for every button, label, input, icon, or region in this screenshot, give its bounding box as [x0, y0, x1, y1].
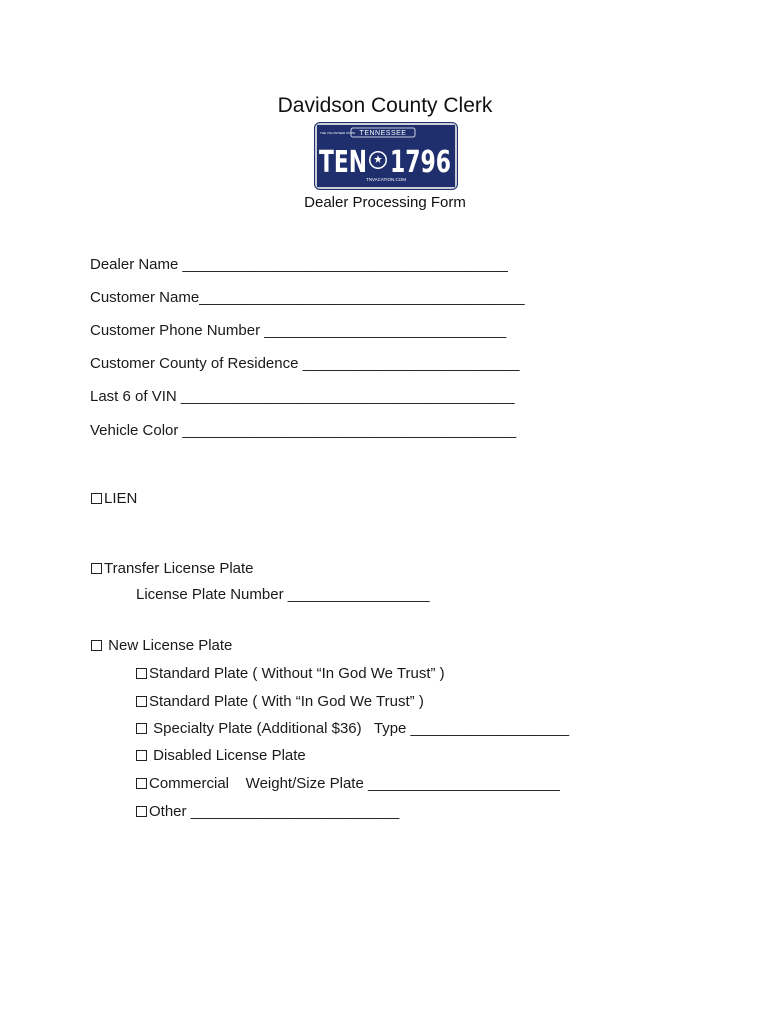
lien-checkbox[interactable]: [91, 493, 102, 504]
customer-county-label: Customer County of Residence: [90, 355, 299, 372]
page-title: Davidson County Clerk: [277, 94, 493, 117]
vehicle-color-field[interactable]: [90, 422, 516, 439]
license-plate-graphic: [317, 125, 455, 187]
commercial-plate-checkbox[interactable]: [136, 778, 147, 789]
disabled-plate-checkbox[interactable]: [136, 750, 147, 761]
form-subtitle: Dealer Processing Form: [304, 194, 466, 211]
transfer-plate-option[interactable]: [91, 560, 254, 577]
vehicle-color-label: Vehicle Color: [90, 422, 179, 439]
dealer-name-field[interactable]: [90, 256, 508, 273]
new-plate-checkbox[interactable]: [91, 640, 102, 651]
standard-plate-with-checkbox[interactable]: [136, 696, 147, 707]
commercial-plate-option[interactable]: [136, 775, 560, 792]
standard-plate-without-label: Standard Plate ( Without “In God We Trust” ): [149, 665, 445, 682]
lien-option[interactable]: [91, 490, 137, 507]
license-plate-number-line[interactable]: _________________: [283, 586, 430, 603]
new-plate-option[interactable]: [91, 637, 232, 654]
transfer-plate-checkbox[interactable]: [91, 563, 102, 574]
plate-website-text: TNVACATION.COM: [365, 177, 407, 182]
commercial-plate-label: Commercial Weight/Size Plate _______________________: [149, 775, 560, 792]
vin-label: Last 6 of VIN: [90, 388, 177, 405]
standard-plate-with-option[interactable]: [136, 693, 424, 710]
customer-county-line[interactable]: __________________________: [298, 355, 520, 372]
license-plate-number-label: License Plate Number: [136, 586, 284, 603]
standard-plate-without-checkbox[interactable]: [136, 668, 147, 679]
disabled-plate-label: Disabled License Plate: [149, 747, 306, 764]
tennessee-license-plate-image: [315, 123, 457, 189]
lien-label: LIEN: [104, 490, 138, 507]
customer-phone-field[interactable]: [90, 322, 506, 339]
other-plate-label: Other _________________________: [149, 803, 400, 820]
vin-field[interactable]: [90, 388, 515, 405]
dealer-name-label: Dealer Name: [90, 256, 179, 273]
specialty-plate-checkbox[interactable]: [136, 723, 147, 734]
vehicle-color-line[interactable]: ________________________________________: [178, 422, 517, 439]
other-plate-option[interactable]: [136, 803, 399, 820]
transfer-plate-label: Transfer License Plate: [104, 560, 254, 577]
specialty-plate-option[interactable]: [136, 720, 569, 737]
plate-right-text: 1796: [390, 145, 451, 180]
customer-phone-label: Customer Phone Number: [90, 322, 261, 339]
disabled-plate-option[interactable]: [136, 747, 306, 764]
other-plate-checkbox[interactable]: [136, 806, 147, 817]
vin-line[interactable]: ________________________________________: [176, 388, 515, 405]
customer-county-field[interactable]: [90, 355, 520, 372]
dealer-name-line[interactable]: _______________________________________: [178, 256, 508, 273]
standard-plate-without-option[interactable]: [136, 665, 445, 682]
new-plate-label: New License Plate: [104, 637, 233, 654]
plate-state-text: TENNESSEE: [359, 130, 407, 137]
plate-left-text: TEN: [319, 145, 367, 180]
customer-name-line[interactable]: _______________________________________: [199, 289, 525, 306]
license-plate-number-field[interactable]: [136, 586, 430, 603]
plate-tagline-text: THE VOLUNTEER STATE: [320, 131, 356, 135]
customer-name-field[interactable]: [90, 289, 525, 306]
standard-plate-with-label: Standard Plate ( With “In God We Trust” ): [149, 693, 424, 710]
customer-phone-line[interactable]: _____________________________: [260, 322, 507, 339]
specialty-plate-label: Specialty Plate (Additional $36) Type ___________________: [149, 720, 570, 737]
customer-name-label: Customer Name: [90, 289, 200, 306]
